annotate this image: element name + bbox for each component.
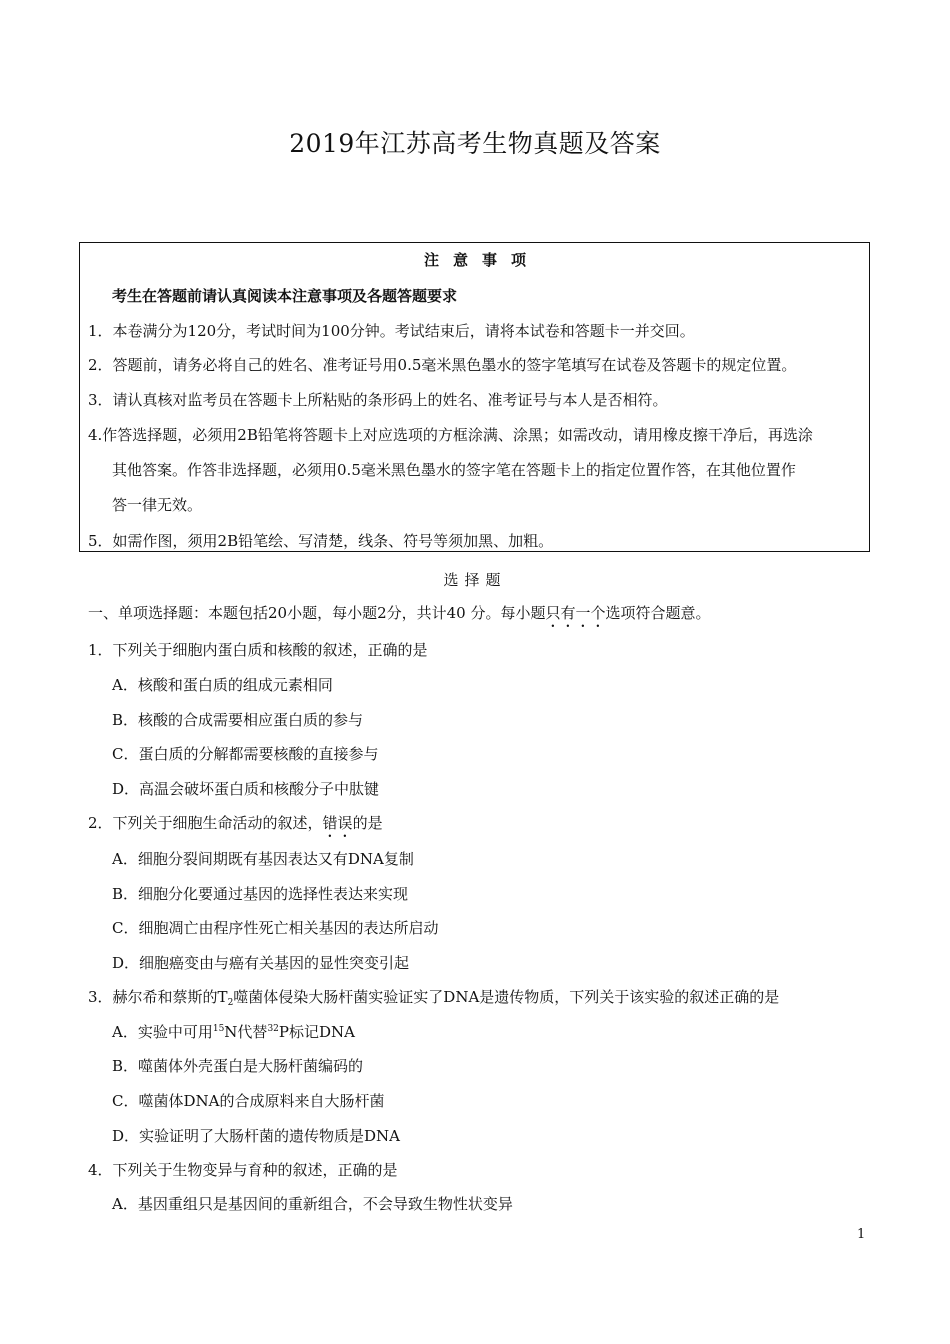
isotope-mass-15: 15 (212, 1024, 225, 1034)
question-3-stem-end: 噬菌体侵染大肠杆菌实验证实了DNA是遗传物质，下列关于该实验的叙述正确的是 (233, 988, 780, 1006)
instruction-emphasis: 只有一个 (545, 604, 606, 622)
notice-intro: 考生在答题前请认真阅读本注意事项及各题答题要求 (112, 287, 458, 305)
question-1-option-c: C．蛋白质的分解都需要核酸的直接参与 (112, 745, 379, 763)
notice-item-4: 4.作答选择题，必须用2B铅笔将答题卡上对应选项的方框涂满、涂黑；如需改动，请用橡皮擦干净后，再选涂 (88, 426, 813, 444)
question-3-stem (88, 986, 779, 1007)
question-2-stem-end: 的是 (352, 814, 383, 832)
section-title: 选择题 (443, 571, 507, 589)
question-2-option-c: C．细胞凋亡由程序性死亡相关基因的表达所启动 (112, 919, 439, 937)
page-title: 2019年江苏高考生物真题及答案 (289, 129, 661, 158)
question-3-option-a (112, 1021, 355, 1042)
question-2-stem (88, 812, 383, 841)
question-3-subscript: 2 (227, 998, 234, 1008)
notice-item-4-cont-2: 答一律无效。 (112, 496, 203, 514)
notice-item-4-cont: 其他答案。作答非选择题，必须用0.5毫米黑色墨水的签字笔在答题卡上的指定位置作答，在其他位置作 (112, 461, 796, 479)
notice-item-5: 5．如需作图，须用2B铅笔绘、写清楚，线条、符号等须加黑、加粗。 (88, 532, 554, 550)
question-2-emphasis: 错误 (322, 814, 353, 832)
question-3-option-c: C．噬菌体DNA的合成原料来自大肠杆菌 (112, 1092, 385, 1110)
question-3-option-b: B．噬菌体外壳蛋白是大肠杆菌编码的 (112, 1057, 364, 1075)
section-instruction (88, 602, 711, 631)
question-4-option-a: A．基因重组只是基因间的重新组合，不会导致生物性状变异 (112, 1195, 513, 1213)
question-2-option-d: D．细胞癌变由与癌有关基因的显性突变引起 (112, 954, 410, 972)
instruction-text-end: 选项符合题意。 (605, 604, 711, 622)
question-2-option-b: B．细胞分化要通过基因的选择性表达来实现 (112, 885, 409, 903)
question-1-option-d: D．高温会破坏蛋白质和核酸分子中肽键 (112, 780, 380, 798)
question-3-option-d: D．实验证明了大肠杆菌的遗传物质是DNA (112, 1127, 401, 1145)
isotope-mass-32: 32 (267, 1024, 279, 1034)
notice-item-1: 1．本卷满分为120分，考试时间为100分钟。考试结束后，请将本试卷和答题卡一并交回。 (88, 322, 695, 340)
question-3-stem-text: 3．赫尔希和蔡斯的T (88, 988, 228, 1006)
notice-item-2: 2．答题前，请务必将自己的姓名、准考证号用0.5毫米黑色墨水的签字笔填写在试卷及答题卡的规定位置。 (88, 356, 797, 374)
notice-heading: 注意事项 (423, 251, 540, 269)
question-3-option-a-text: A．实验中可用 (112, 1023, 213, 1041)
question-2-stem-text: 2．下列关于细胞生命活动的叙述， (88, 814, 323, 832)
notice-item-3: 3．请认真核对监考员在答题卡上所粘贴的条形码上的姓名、准考证号与本人是否相符。 (88, 391, 668, 409)
question-3-option-a-text-2: N代替 (224, 1023, 268, 1041)
question-1-option-b: B．核酸的合成需要相应蛋白质的参与 (112, 711, 364, 729)
question-2-option-a: A．细胞分裂间期既有基因表达又有DNA复制 (112, 850, 414, 868)
question-3-option-a-text-3: P标记DNA (278, 1023, 355, 1041)
question-4-stem: 4．下列关于生物变异与育种的叙述，正确的是 (88, 1161, 398, 1179)
page-number: 1 (857, 1227, 866, 1242)
question-1-option-a: A．核酸和蛋白质的组成元素相同 (112, 676, 333, 694)
question-1-stem: 1．下列关于细胞内蛋白质和核酸的叙述，正确的是 (88, 641, 428, 659)
instruction-text: 一、单项选择题：本题包括20小题，每小题2分，共计40 分。每小题 (88, 604, 546, 622)
